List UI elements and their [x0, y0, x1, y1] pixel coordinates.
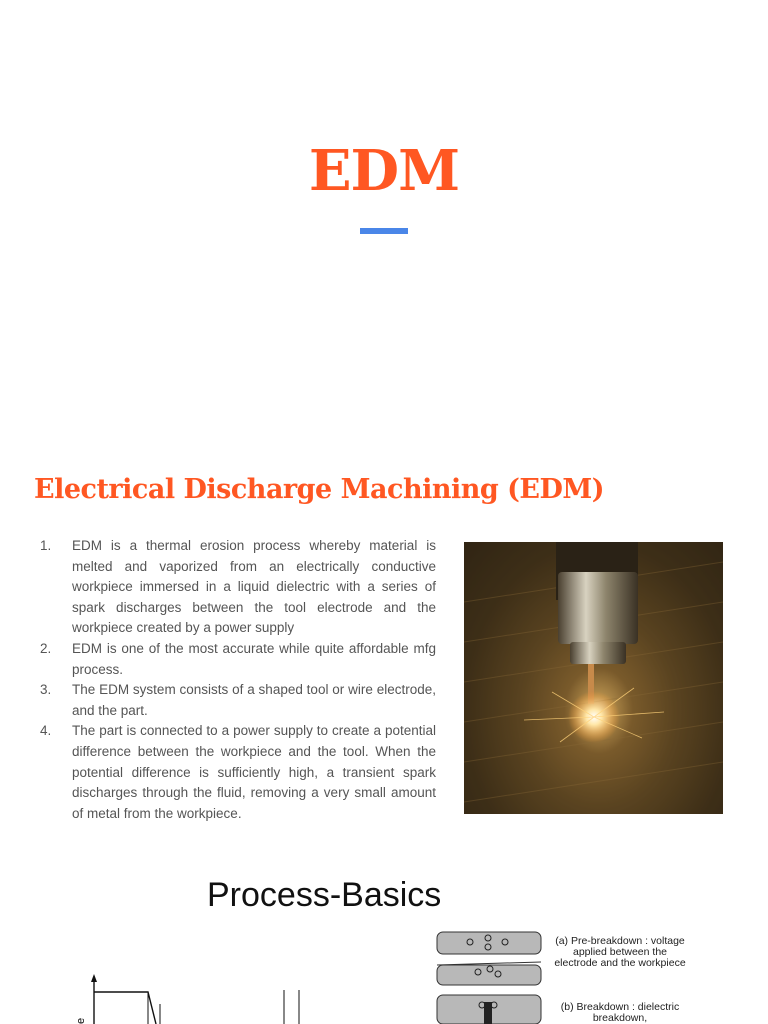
slide-title: EDM — [308, 138, 460, 204]
caption-breakdown: (b) Breakdown : dielectric breakdown, — [560, 1001, 680, 1024]
list-item — [40, 721, 436, 824]
list-item-text: EDM is a thermal erosion process whereby material is melted and vaporized from an electrically conductive workpiece immersed in a liquid dielectric with a series of spark discharges between the tool electrode and the workpiece created by a power supply — [72, 538, 436, 636]
graph-axis-label: e — [75, 1017, 87, 1024]
edm-overview-slide — [0, 430, 768, 862]
pre-breakdown-cell — [437, 932, 541, 985]
graph-voltage-curve — [94, 992, 156, 1024]
list-item-number: 3. — [40, 682, 52, 698]
list-item-number: 2. — [40, 640, 52, 656]
list-item — [40, 536, 436, 639]
list-item-text: EDM is one of the most accurate while quite affordable mfg process. — [72, 640, 436, 677]
title-accent-bar — [360, 228, 408, 234]
edm-photo-illustration — [464, 542, 723, 814]
list-item — [40, 680, 436, 721]
list-item-text: The EDM system consists of a shaped tool or wire electrode, and the part. — [72, 682, 436, 718]
process-basics-title: Process-Basics — [207, 876, 442, 914]
edm-point-list — [40, 536, 436, 824]
title-slide — [0, 0, 768, 430]
edm-machining-photo — [464, 542, 723, 814]
list-item-text: The part is connected to a power supply to create a potential difference between the workpiece and the tool. When the potential difference is sufficiently high, a transient spark discharges through the fluid, removing a very small amount of metal from the workpiece. — [72, 723, 436, 821]
section-title: Electrical Discharge Machining (EDM) — [34, 474, 605, 505]
list-item-number: 4. — [40, 723, 52, 739]
breakdown-cell — [437, 995, 541, 1024]
caption-pre-breakdown: (a) Pre-breakdown : voltage applied between the electrode and the workpiece — [554, 935, 686, 969]
process-basics-slide — [0, 862, 768, 1024]
graph-axis-arrow — [91, 974, 97, 982]
list-item-number: 1. — [40, 538, 52, 553]
list-item — [40, 639, 436, 680]
